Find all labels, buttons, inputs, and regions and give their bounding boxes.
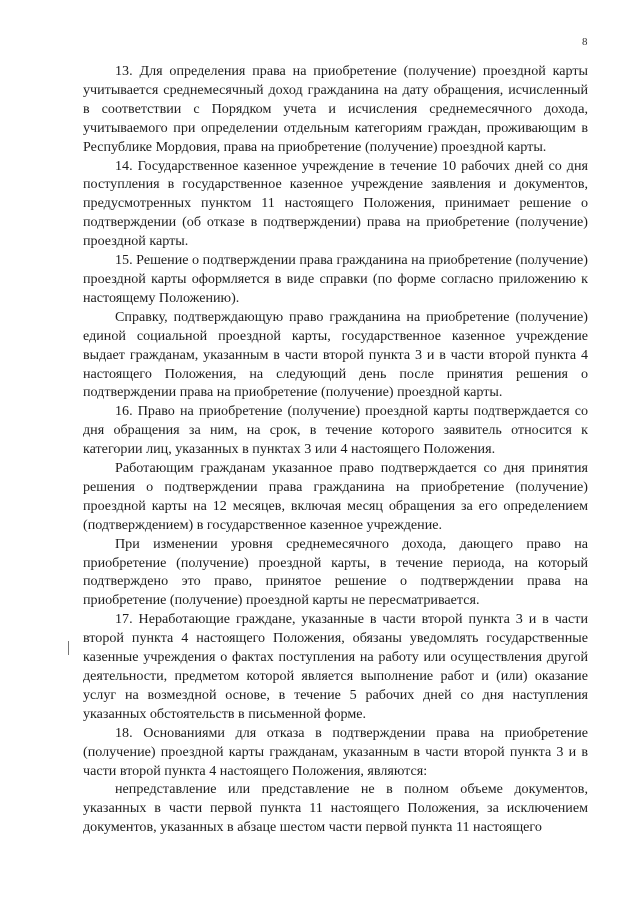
paragraph-16: 16. Право на приобретение (получение) проездной карты подтверждается со дня обращения за ним, на срок, в течение которого заявитель относится к категории лиц, указанных в пунктах 3 или 4 настоящего Положения.	[83, 403, 588, 458]
paragraph-17: 17. Неработающие граждане, указанные в части второй пункта 3 и в части второй пункта 4 настоящего Положения, обязаны уведомлять государственные казенные учреждения о фактах поступления на работу или осуществления другой деятельности, предметом которой является выполнение работ и (или) оказание услуг на возмездной основе, в течение 5 рабочих дней со дня наступления указанных обстоятельств в письменной форме.	[83, 611, 588, 722]
paragraph-16-income-change: При изменении уровня среднемесячного дохода, дающего право на приобретение (получение) проездной карты, в течение периода, на который подтверждено это право, принятое решение о подтверждении права на приобретение (получение) проездной карты не пересматривается.	[83, 535, 588, 609]
paragraph-18-item-1: непредставление или представление не в полном объеме документов, указанных в части первой пункта 11 настоящего Положения, за исключением документов, указанных в абзаце шестом части первой пункта 11 настоящего	[83, 781, 588, 836]
paragraph-14: 14. Государственное казенное учреждение в течение 10 рабочих дней со дня поступления в государственное казенное учреждение заявления и документов, предусмотренных пунктом 11 настоящего Положения, принимает решение о подтверждении (об отказе в подтверждении) права на приобретение (получение) проездной карты.	[83, 157, 588, 250]
paragraph-18: 18. Основаниями для отказа в подтверждении права на приобретение (получение) проездной карты гражданам, указанным в части второй пункта 3 и в части второй пункта 4 настоящего Положения, являются:	[83, 724, 588, 779]
page-number: 8	[582, 36, 588, 48]
paragraph-13: 13. Для определения права на приобретение (получение) проездной карты учитывается среднемесячный доход гражданина на дату обращения, исчисленный в соответствии с Порядком учета и исчисления среднемесячного дохода, учитываемого при определении отдельным категориям граждан, проживающим в Республике Мордовия, права на приобретение (получение) проездной карты.	[83, 63, 588, 155]
paragraph-16-working-citizens: Работающим гражданам указанное право подтверждается со дня принятия решения о подтверждении права гражданина на приобретение (получение) проездной карты на 12 месяцев, включая месяц обращения за его определением (подтверждением) в государственное казенное учреждение.	[83, 460, 588, 533]
paragraph-15: 15. Решение о подтверждении права гражданина на приобретение (получение) проездной карты оформляется в виде справки (по форме согласно приложению к настоящему Положению).	[83, 252, 588, 306]
document-body	[83, 62, 588, 837]
paragraph-15-certificate: Справку, подтверждающую право гражданина на приобретение (получение) единой социальной проездной карты, государственное казенное учреждение выдает гражданам, указанным в части второй пункта 3 и в части второй пункта 4 настоящего Положения, на следующий день после принятия решения о подтверждении права на приобретение (получение) проездной карты.	[83, 308, 588, 401]
margin-mark	[68, 641, 69, 655]
